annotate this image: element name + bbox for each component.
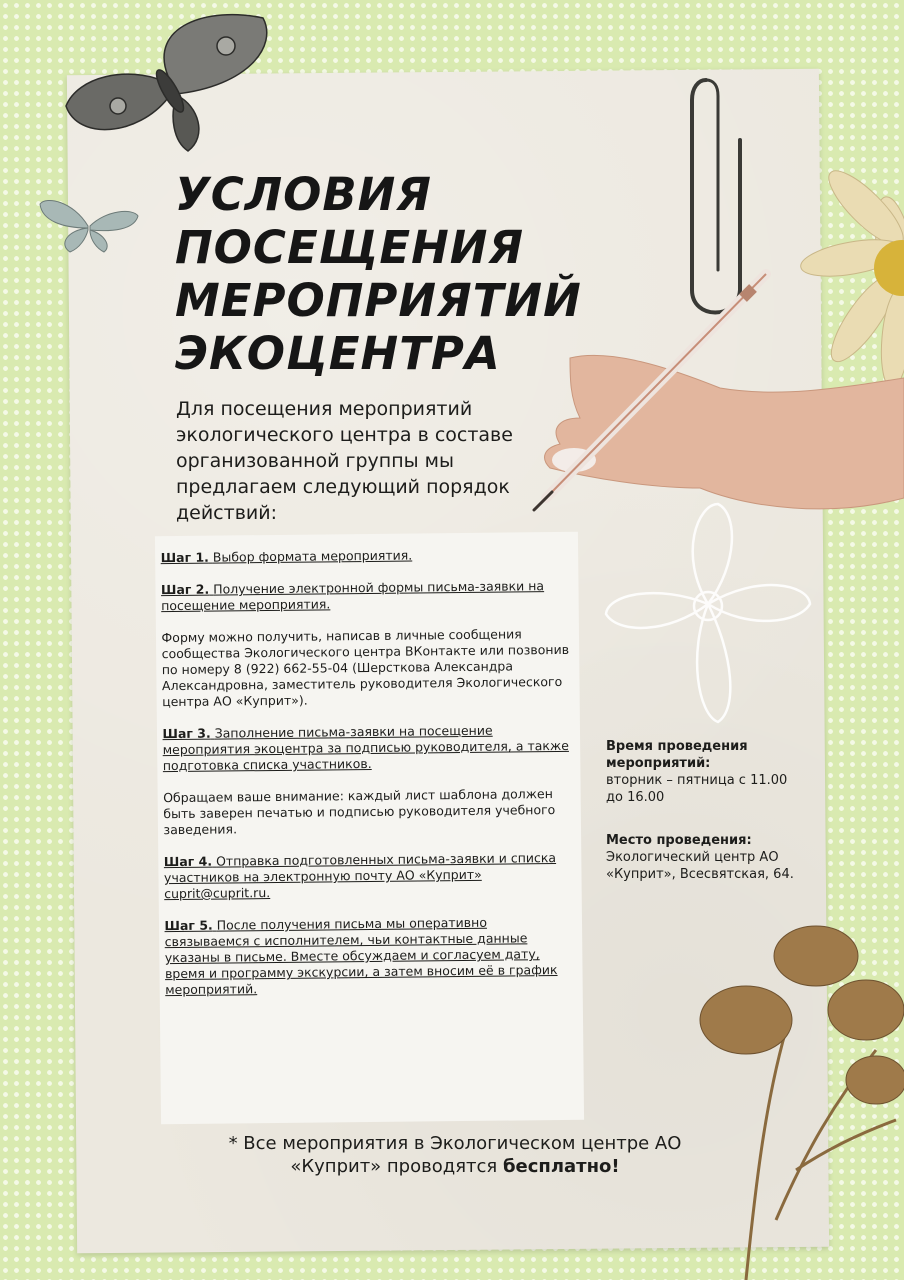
butterfly-icon (38, 196, 140, 256)
step-3 (162, 722, 572, 774)
footer-text: * Все мероприятия в Экологическом центре АО «Куприт» проводятся (228, 1133, 682, 1177)
step-3-note: Обращаем ваше внимание: каждый лист шаблона должен быть заверен печатью и подписью руководителя учебного заведения. (163, 786, 556, 838)
step-text: После получения письма мы оперативно связываемся с исполнителем, чьи контактные данные указаны в письме. Вместе обсуждаем и согласуем дату, время и программу экскурсии, а затем вносим её в график мероприятий. (164, 914, 558, 998)
steps-list (161, 546, 576, 1014)
event-info (606, 738, 796, 909)
step-4 (164, 850, 574, 902)
title-line: ЭКОЦЕНТРА (175, 327, 501, 380)
time-heading: Время проведения мероприятий: (606, 739, 748, 771)
step-text: Отправка подготовленных письма-заявки и списка участников на электронную почту АО «Куприт» cuprit@cuprit.ru. (163, 850, 557, 902)
moth-icon (58, 6, 278, 156)
step-label: Шаг 1. (160, 549, 209, 566)
title-line: ПОСЕЩЕНИЯ (175, 221, 525, 274)
dried-flowers-icon (686, 920, 904, 1280)
footer-bold: бесплатно! (502, 1156, 620, 1177)
step-label: Шаг 3. (162, 725, 211, 742)
place-heading: Место проведения: (606, 833, 752, 848)
title-line: УСЛОВИЯ (175, 168, 432, 221)
step-label: Шаг 2. (160, 581, 210, 598)
place-value: Экологический центр АО «Куприт», Всесвятская, 64. (606, 850, 794, 882)
page-title (175, 168, 582, 380)
footer-note (185, 1132, 725, 1178)
step-label: Шаг 4. (163, 853, 213, 870)
step-1 (161, 546, 571, 566)
intro-text: Для посещения мероприятий экологического центра в составе организованной группы мы предлагаем следующий порядок действий: (176, 398, 513, 524)
step-5 (164, 914, 575, 998)
flower-outline-icon (598, 494, 818, 734)
step-2-note: Форму можно получить, написав в личные сообщения сообщества Экологического центра ВКонтакте или позвонив по номеру 8 (922) 662-55-04 (Шерсткова Александра Александровна, заместитель руководителя Экологического центра АО «Куприт»). (161, 626, 570, 710)
step-label: Шаг 5. (164, 917, 213, 934)
step-text: Получение электронной формы письма-заявки на посещение мероприятия. (161, 578, 545, 614)
title-line: МЕРОПРИЯТИЙ (175, 274, 582, 327)
step-text: Выбор формата мероприятия. (212, 547, 413, 565)
step-2 (161, 578, 571, 614)
step-text: Заполнение письма-заявки на посещение мероприятия экоцентра за подписью руководителя, а также подготовка списка участников. (162, 722, 569, 774)
time-value: вторник – пятница с 11.00 до 16.00 (606, 773, 788, 805)
